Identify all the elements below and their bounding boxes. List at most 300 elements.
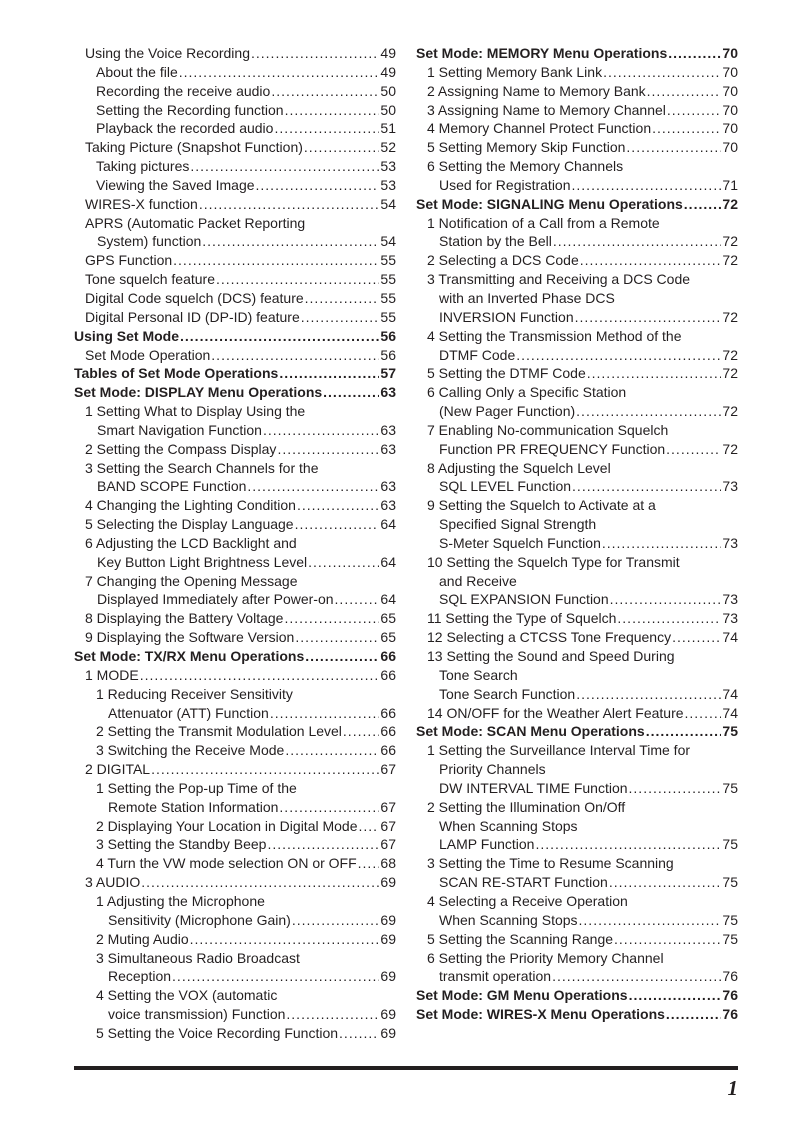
toc-page-number: 72: [722, 233, 738, 250]
toc-entry-title: voice transmission) Function: [108, 1006, 286, 1023]
toc-entry-title: Playback the recorded audio: [96, 120, 274, 137]
toc-entry-title: 4 Selecting a Receive Operation: [427, 892, 628, 909]
toc-entry[interactable]: [416, 101, 738, 120]
toc-entry[interactable]: [416, 459, 738, 497]
toc-entry-title: System) function: [97, 233, 202, 250]
dot-leader: [629, 779, 722, 798]
dot-leader: [251, 44, 379, 63]
toc-entry[interactable]: [416, 157, 738, 195]
toc-entry-title: Set Mode: TX/RX Menu Operations: [74, 648, 305, 664]
toc-right-column: [416, 44, 738, 1024]
toc-page-number: 76: [722, 968, 738, 985]
toc-page-number: 55: [380, 289, 396, 306]
toc-entry[interactable]: [74, 289, 396, 308]
toc-entry-title: with an Inverted Phase DCS: [439, 289, 615, 306]
dot-leader: [323, 383, 379, 402]
toc-entry-title: 6 Calling Only a Specific Station: [427, 384, 627, 401]
toc-entry-title: 7 Enabling No-communication Squelch: [427, 421, 669, 438]
toc-entry-title: GPS Function: [85, 252, 173, 269]
toc-page-number: 66: [380, 723, 396, 740]
dot-leader: [305, 647, 379, 666]
dot-leader: [343, 722, 380, 741]
toc-entry[interactable]: [74, 760, 396, 779]
toc-entry[interactable]: [416, 892, 738, 930]
toc-entry-title: 2 Muting Audio: [96, 930, 189, 947]
toc-entry[interactable]: [416, 496, 738, 553]
dot-leader: [285, 101, 380, 120]
toc-entry[interactable]: [416, 704, 738, 723]
toc-entry-title: 3 Simultaneous Radio Broadcast: [96, 949, 300, 966]
dot-leader: [576, 402, 721, 421]
page-number: 1: [727, 1076, 738, 1100]
toc-page-number: 73: [722, 534, 738, 551]
toc-page-number: 50: [380, 101, 396, 118]
toc-page-number: 56: [380, 327, 396, 344]
toc-entry[interactable]: [74, 1024, 396, 1043]
dot-leader: [647, 82, 722, 101]
toc-page-number: 75: [722, 779, 738, 796]
dot-leader: [516, 346, 721, 365]
toc-page-number: 63: [380, 497, 396, 514]
dot-leader: [256, 176, 380, 195]
toc-entry-title: 13 Setting the Sound and Speed During: [427, 648, 675, 664]
toc-entry[interactable]: [74, 496, 396, 515]
toc-entry[interactable]: [416, 609, 738, 628]
toc-page-number: 69: [380, 911, 396, 928]
toc-entry-title: DTMF Code: [439, 346, 516, 363]
toc-page-number: 75: [722, 874, 738, 891]
toc-entry-title: 5 Setting the Scanning Range: [427, 930, 614, 947]
toc-entry[interactable]: [74, 515, 396, 534]
toc-entry[interactable]: [74, 44, 396, 63]
dot-leader: [666, 440, 721, 459]
toc-entry-title: 2 Displaying Your Location in Digital Mode: [96, 817, 358, 834]
toc-entry-title: Taking pictures: [96, 158, 190, 175]
dot-leader: [263, 421, 379, 440]
dot-leader: [141, 873, 379, 892]
dot-leader: [279, 798, 379, 817]
toc-entry[interactable]: [74, 138, 396, 157]
toc-page-number: 50: [380, 82, 396, 99]
toc-section-heading[interactable]: [416, 1005, 738, 1024]
toc-entry-title: 7 Changing the Opening Message: [85, 572, 298, 589]
toc-entry[interactable]: [74, 572, 396, 610]
dot-leader: [270, 704, 380, 723]
toc-entry-title: LAMP Function: [439, 836, 535, 853]
dot-leader: [603, 63, 721, 82]
toc-entry-title: APRS (Automatic Packet Reporting: [85, 214, 306, 231]
toc-entry[interactable]: [74, 892, 396, 930]
dot-leader: [602, 534, 722, 553]
dot-leader: [304, 138, 380, 157]
toc-entry-title: 2 DIGITAL: [85, 761, 151, 778]
toc-page-number: 70: [722, 82, 738, 99]
toc-page-number: 76: [722, 987, 738, 1004]
toc-entry[interactable]: [74, 251, 396, 270]
toc-entry-title: WIRES-X function: [85, 195, 198, 212]
toc-entry-title: When Scanning Stops: [439, 911, 578, 928]
toc-entry-title: Reception: [108, 968, 172, 985]
toc-section-heading[interactable]: [74, 327, 396, 346]
toc-page-number: 75: [722, 723, 738, 740]
toc-entry[interactable]: [74, 854, 396, 873]
toc-page-number: 70: [722, 63, 738, 80]
dot-leader: [173, 251, 379, 270]
toc-page-number: 54: [380, 233, 396, 250]
toc-page-number: 69: [380, 874, 396, 891]
footer-rule: [74, 1066, 738, 1070]
toc-entry-title: 2 Setting the Illumination On/Off: [427, 798, 626, 815]
toc-entry-title: 3 AUDIO: [85, 874, 141, 891]
toc-entry[interactable]: [74, 157, 396, 176]
toc-entry-title: 4 Turn the VW mode selection ON or OFF: [96, 855, 357, 872]
dot-leader: [277, 440, 379, 459]
toc-page-number: 69: [380, 1006, 396, 1023]
toc-entry-title: Tone squelch feature: [85, 271, 215, 288]
toc-entry[interactable]: [74, 101, 396, 120]
toc-page-number: 72: [722, 308, 738, 325]
dot-leader: [587, 364, 722, 383]
toc-entry-title: 2 Setting the Compass Display: [85, 440, 277, 457]
toc-page-number: 67: [380, 817, 396, 834]
toc-entry[interactable]: [74, 930, 396, 949]
toc-entry[interactable]: [74, 402, 396, 440]
toc-entry[interactable]: [74, 270, 396, 289]
dot-leader: [359, 817, 380, 836]
toc-section-heading[interactable]: [74, 383, 396, 402]
dot-leader: [646, 722, 722, 741]
toc-entry-title: 4 Setting the Transmission Method of the: [427, 327, 682, 344]
toc-entry-title: Set Mode: SCAN Menu Operations: [416, 723, 645, 740]
toc-section-heading[interactable]: [74, 364, 396, 383]
toc-entry-title: 1 Setting the Pop-up Time of the: [96, 779, 297, 796]
toc-entry-title: Using Set Mode: [74, 327, 180, 344]
toc-entry[interactable]: [74, 346, 396, 365]
dot-leader: [292, 911, 380, 930]
toc-entry-title: 5 Setting Memory Skip Function: [427, 139, 626, 156]
dot-leader: [190, 157, 379, 176]
toc-entry-title: 6 Adjusting the LCD Backlight and: [85, 534, 297, 551]
toc-entry[interactable]: [74, 628, 396, 647]
toc-entry[interactable]: [74, 835, 396, 854]
toc-entry-title: 3 Switching the Receive Mode: [96, 742, 285, 759]
toc-entry[interactable]: [74, 685, 396, 723]
toc-entry-title: Set Mode Operation: [85, 346, 211, 363]
toc-entry[interactable]: [74, 63, 396, 82]
dot-leader: [199, 195, 380, 214]
dot-leader: [672, 628, 721, 647]
dot-leader: [284, 609, 379, 628]
toc-entry-title: SQL LEVEL Function: [439, 478, 572, 495]
toc-page-number: 67: [380, 761, 396, 778]
toc-page-number: 68: [380, 855, 396, 872]
toc-entry-title: 10 Setting the Squelch Type for Transmit: [427, 553, 680, 570]
toc-entry-title: Function PR FREQUENCY Function: [439, 440, 666, 457]
toc-section-heading[interactable]: [416, 722, 738, 741]
toc-entry[interactable]: [416, 949, 738, 987]
toc-page-number: 70: [722, 139, 738, 156]
toc-page-number: 72: [722, 365, 738, 382]
dot-leader: [339, 1024, 379, 1043]
toc-entry[interactable]: [74, 986, 396, 1024]
toc-page-number: 69: [380, 1024, 396, 1041]
toc-entry-title: Set Mode: WIRES-X Menu Operations: [416, 1006, 665, 1023]
toc-page-number: 76: [722, 1006, 738, 1023]
toc-entry-title: S-Meter Squelch Function: [439, 534, 601, 551]
toc-entry-title: 1 Reducing Receiver Sensitivity: [96, 685, 293, 702]
toc-entry-title: Set Mode: MEMORY Menu Operations: [416, 45, 668, 61]
dot-leader: [297, 496, 379, 515]
toc-entry[interactable]: [74, 741, 396, 760]
toc-entry-title: 4 Memory Channel Protect Function: [427, 120, 652, 137]
toc-entry[interactable]: [416, 327, 738, 365]
toc-entry-title: 4 Setting the VOX (automatic: [96, 987, 278, 1004]
toc-entry[interactable]: [416, 251, 738, 270]
toc-page-number: 72: [722, 195, 738, 212]
toc-entry[interactable]: [74, 176, 396, 195]
dot-leader: [576, 685, 721, 704]
dot-leader: [216, 270, 379, 289]
toc-entry-title: 1 Setting the Surveillance Interval Time for: [427, 742, 691, 759]
dot-leader: [286, 1005, 379, 1024]
dot-leader: [267, 835, 379, 854]
toc-page-number: 74: [722, 629, 738, 646]
dot-leader: [579, 911, 722, 930]
toc-entry-title: 1 Notification of a Call from a Remote: [427, 214, 660, 231]
dot-leader: [614, 930, 721, 949]
toc-page-number: 70: [722, 120, 738, 137]
toc-entry-title: 4 Changing the Lighting Condition: [85, 497, 296, 514]
toc-entry[interactable]: [74, 459, 396, 497]
dot-leader: [358, 854, 380, 873]
toc-entry[interactable]: [416, 421, 738, 459]
dot-leader: [685, 704, 722, 723]
toc-entry-title: Key Button Light Brightness Level: [97, 553, 308, 570]
toc-entry-title: 8 Adjusting the Squelch Level: [427, 459, 611, 476]
toc-page-number: 53: [380, 176, 396, 193]
dot-leader: [667, 101, 722, 120]
toc-entry[interactable]: [74, 779, 396, 817]
toc-entry[interactable]: [74, 873, 396, 892]
toc-page-number: 72: [722, 346, 738, 363]
toc-entry-title: 3 Setting the Time to Resume Scanning: [427, 855, 674, 872]
dot-leader: [285, 741, 379, 760]
toc-entry-title: Setting the Recording function: [96, 101, 284, 118]
toc-entry[interactable]: [416, 798, 738, 855]
toc-entry[interactable]: [74, 722, 396, 741]
toc-entry-title: Sensitivity (Microphone Gain): [108, 911, 291, 928]
toc-entry[interactable]: [74, 949, 396, 987]
toc-entry-title: Tone Search Function: [439, 685, 576, 702]
toc-entry-title: Set Mode: DISPLAY Menu Operations: [74, 384, 323, 401]
toc-entry[interactable]: [416, 553, 738, 610]
dot-leader: [575, 308, 722, 327]
toc-entry[interactable]: [74, 666, 396, 685]
dot-leader: [151, 760, 379, 779]
toc-entry-title: When Scanning Stops: [439, 817, 578, 834]
toc-page-number: 73: [722, 478, 738, 495]
toc-page-number: 55: [380, 252, 396, 269]
toc-entry-title: 5 Selecting the Display Language: [85, 516, 294, 533]
dot-leader: [580, 251, 722, 270]
toc-page-number: 73: [722, 591, 738, 608]
dot-leader: [553, 232, 722, 251]
toc-page-number: 63: [380, 384, 396, 401]
toc-section-heading[interactable]: [416, 195, 738, 214]
dot-leader: [140, 666, 380, 685]
toc-entry-title: 11 Setting the Type of Squelch: [427, 610, 617, 627]
toc-entry-title: 3 Transmitting and Receiving a DCS Code: [427, 271, 691, 288]
toc-page-number: 56: [380, 346, 396, 363]
toc-entry-title: 3 Setting the Search Channels for the: [85, 459, 319, 476]
toc-entry-title: BAND SCOPE Function: [97, 478, 247, 495]
dot-leader: [668, 44, 721, 63]
toc-entry[interactable]: [416, 741, 738, 798]
toc-entry-title: Taking Picture (Snapshot Function): [85, 139, 303, 156]
toc-entry[interactable]: [416, 930, 738, 949]
toc-entry-title: transmit operation: [439, 968, 552, 985]
toc-page-number: 49: [380, 45, 396, 61]
toc-entry-title: 14 ON/OFF for the Weather Alert Feature: [427, 704, 684, 721]
toc-entry-title: DW INTERVAL TIME Function: [439, 779, 628, 796]
toc-entry[interactable]: [74, 82, 396, 101]
toc-entry[interactable]: [416, 82, 738, 101]
toc-entry-title: Attenuator (ATT) Function: [108, 704, 269, 721]
toc-entry-title: 2 Assigning Name to Memory Bank: [427, 82, 646, 99]
toc-section-heading[interactable]: [416, 986, 738, 1005]
dot-leader: [271, 82, 379, 101]
toc-page-number: 67: [380, 798, 396, 815]
toc-entry[interactable]: [74, 195, 396, 214]
toc-entry-title: SQL EXPANSION Function: [439, 591, 609, 608]
toc-page-number: 69: [380, 930, 396, 947]
toc-entry-title: (New Pager Function): [439, 403, 576, 420]
toc-entry-title: 6 Setting the Priority Memory Channel: [427, 949, 664, 966]
toc-page-number: 66: [380, 666, 396, 683]
toc-page-number: 71: [722, 176, 738, 193]
toc-left-column: [74, 44, 396, 1043]
toc-entry-title: 3 Setting the Standby Beep: [96, 836, 267, 853]
toc-entry-title: 9 Displaying the Software Version: [85, 629, 295, 646]
toc-page-number: 54: [380, 195, 396, 212]
toc-entry[interactable]: [74, 440, 396, 459]
dot-leader: [274, 119, 379, 138]
toc-entry[interactable]: [416, 138, 738, 157]
toc-entry-title: 1 Adjusting the Microphone: [96, 892, 265, 909]
toc-page-number: 49: [380, 63, 396, 80]
toc-section-heading[interactable]: [74, 647, 396, 666]
toc-page-number: 72: [722, 403, 738, 420]
toc-entry[interactable]: [74, 308, 396, 327]
toc-entry-title: Using the Voice Recording: [85, 45, 250, 61]
dot-leader: [190, 930, 380, 949]
toc-page-number: 66: [380, 742, 396, 759]
toc-page-number: 75: [722, 911, 738, 928]
dot-leader: [652, 119, 721, 138]
toc-entry[interactable]: [74, 817, 396, 836]
dot-leader: [180, 327, 379, 346]
toc-entry[interactable]: [416, 647, 738, 704]
toc-entry-title: 2 Setting the Transmit Modulation Level: [96, 723, 342, 740]
toc-page-number: 64: [380, 553, 396, 570]
dot-leader: [572, 176, 722, 195]
toc-page-number: 72: [722, 440, 738, 457]
toc-entry-title: Smart Navigation Function: [97, 421, 262, 438]
toc-entry-title: 1 Setting What to Display Using the: [85, 403, 306, 420]
dot-leader: [609, 873, 722, 892]
toc-entry[interactable]: [74, 534, 396, 572]
toc-entry-title: 3 Assigning Name to Memory Channel: [427, 101, 666, 118]
dot-leader: [552, 967, 721, 986]
toc-entry-title: Used for Registration: [439, 176, 571, 193]
toc-page-number: 63: [380, 478, 396, 495]
toc-page-number: 70: [722, 45, 738, 61]
dot-leader: [305, 289, 380, 308]
toc-entry[interactable]: [416, 383, 738, 421]
toc-entry-title: 1 Setting Memory Bank Link: [427, 63, 603, 80]
toc-entry[interactable]: [416, 214, 738, 252]
toc-entry[interactable]: [416, 63, 738, 82]
dot-leader: [295, 515, 380, 534]
toc-entry-title: Digital Personal ID (DP-ID) feature: [85, 308, 300, 325]
toc-page-number: 64: [380, 516, 396, 533]
toc-entry[interactable]: [416, 628, 738, 647]
toc-page-number: 63: [380, 421, 396, 438]
toc-page-number: 74: [722, 704, 738, 721]
toc-entry-title: Station by the Bell: [439, 233, 552, 250]
toc-entry-title: 2 Selecting a DCS Code: [427, 252, 579, 269]
toc-entry[interactable]: [416, 270, 738, 327]
toc-entry-title: 8 Displaying the Battery Voltage: [85, 610, 284, 627]
toc-entry[interactable]: [416, 364, 738, 383]
dot-leader: [617, 609, 721, 628]
dot-leader: [202, 232, 379, 251]
dot-leader: [335, 590, 380, 609]
dot-leader: [211, 346, 379, 365]
toc-entry-title: and Receive: [439, 572, 517, 589]
toc-entry[interactable]: [416, 119, 738, 138]
toc-entry-title: Set Mode: GM Menu Operations: [416, 987, 628, 1004]
toc-page-number: 75: [722, 930, 738, 947]
toc-page-number: 55: [380, 271, 396, 288]
toc-page-number: 53: [380, 158, 396, 175]
toc-entry-title: INVERSION Function: [439, 308, 574, 325]
toc-entry-title: 1 MODE: [85, 666, 139, 683]
toc-page-number: 65: [380, 610, 396, 627]
toc-page-number: 66: [380, 704, 396, 721]
toc-entry[interactable]: [74, 214, 396, 252]
toc-page-number: 73: [722, 610, 738, 627]
toc-entry-title: Digital Code squelch (DCS) feature: [85, 289, 304, 306]
toc-entry-title: Specified Signal Strength: [439, 516, 597, 533]
dot-leader: [179, 63, 380, 82]
toc-entry[interactable]: [416, 854, 738, 892]
toc-entry-title: 9 Setting the Squelch to Activate at a: [427, 497, 656, 514]
dot-leader: [610, 590, 722, 609]
dot-leader: [572, 477, 721, 496]
toc-page-number: 51: [380, 120, 396, 137]
toc-page-number: 72: [722, 252, 738, 269]
dot-leader: [247, 477, 379, 496]
toc-entry[interactable]: [74, 609, 396, 628]
toc-entry-title: SCAN RE-START Function: [439, 874, 608, 891]
toc-entry[interactable]: [74, 119, 396, 138]
toc-entry-title: Remote Station Information: [108, 798, 279, 815]
dot-leader: [308, 553, 379, 572]
toc-entry-title: 12 Selecting a CTCSS Tone Frequency: [427, 629, 672, 646]
toc-page-number: 66: [380, 648, 396, 664]
toc-section-heading[interactable]: [416, 44, 738, 63]
